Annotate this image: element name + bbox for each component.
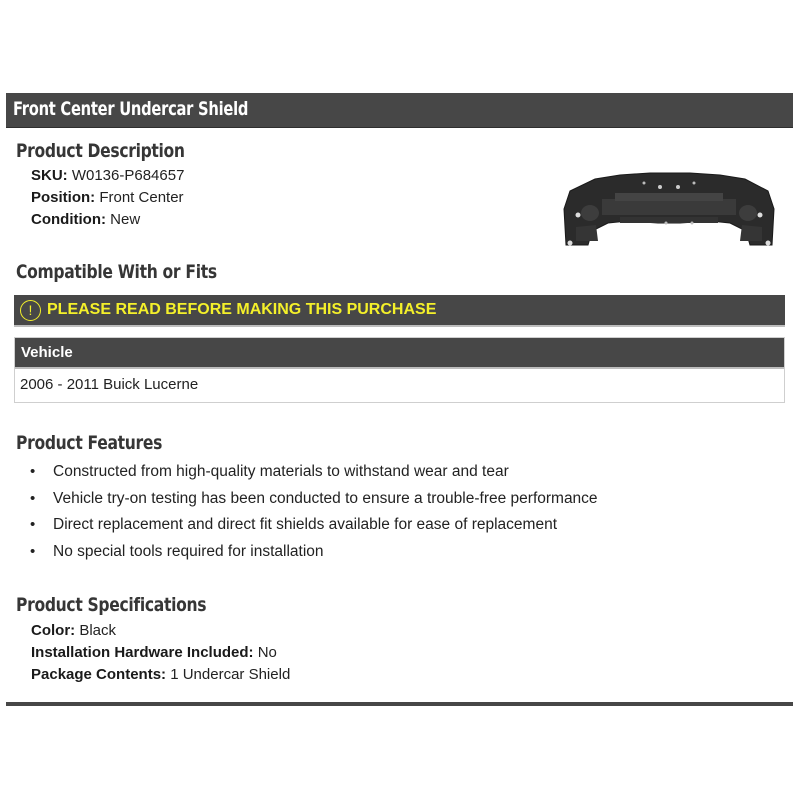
sku-field [31,167,184,184]
compatibility-heading: Compatible With or Fits [16,261,217,283]
feature-item [30,463,598,490]
bullet-icon: • [30,463,36,480]
product-features-heading: Product Features [16,432,163,454]
product-image [560,165,778,250]
vehicle-column-header: Vehicle [15,338,784,369]
sku-value: W0136-P684657 [71,167,185,184]
bullet-icon: • [30,516,36,533]
product-description-heading: Product Description [16,140,185,162]
position-value: Front Center [99,189,184,206]
feature-item [30,490,598,517]
vehicle-compatibility-table [14,337,785,403]
bottom-divider [6,702,793,706]
feature-item [30,543,598,570]
feature-text: Constructed from high-quality materials to withstand wear and tear [53,463,509,480]
color-value: Black [79,622,117,639]
product-title: Front Center Undercar Shield [13,98,249,120]
warning-text: PLEASE READ BEFORE MAKING THIS PURCHASE [47,301,437,318]
features-list [30,463,598,569]
color-field [31,622,116,639]
product-title-bar [6,93,793,128]
condition-value: New [110,211,141,228]
package-contents-value: 1 Undercar Shield [170,666,291,683]
vehicle-row: 2006 - 2011 Buick Lucerne [15,369,784,402]
feature-text: Direct replacement and direct fit shields available for ease of replacement [53,516,558,533]
feature-text: Vehicle try-on testing has been conducted to ensure a trouble-free performance [53,489,598,507]
package-contents-field [31,666,290,683]
package-contents-label: Package Contents: [31,666,167,683]
hardware-value: No [257,644,277,661]
position-field [31,189,184,206]
condition-field [31,211,140,228]
bullet-icon: • [30,489,36,507]
product-specifications-heading: Product Specifications [16,594,207,616]
exclamation-circle-icon: ! [20,300,41,321]
hardware-field [31,644,277,661]
hardware-label: Installation Hardware Included: [31,644,254,661]
feature-item [30,516,598,543]
color-label: Color: [31,622,76,639]
condition-label: Condition: [31,211,106,228]
purchase-warning-banner [14,295,785,327]
sku-label: SKU: [31,167,68,184]
feature-text: No special tools required for installation [53,542,324,560]
position-label: Position: [31,189,96,206]
bullet-icon: • [30,542,36,560]
